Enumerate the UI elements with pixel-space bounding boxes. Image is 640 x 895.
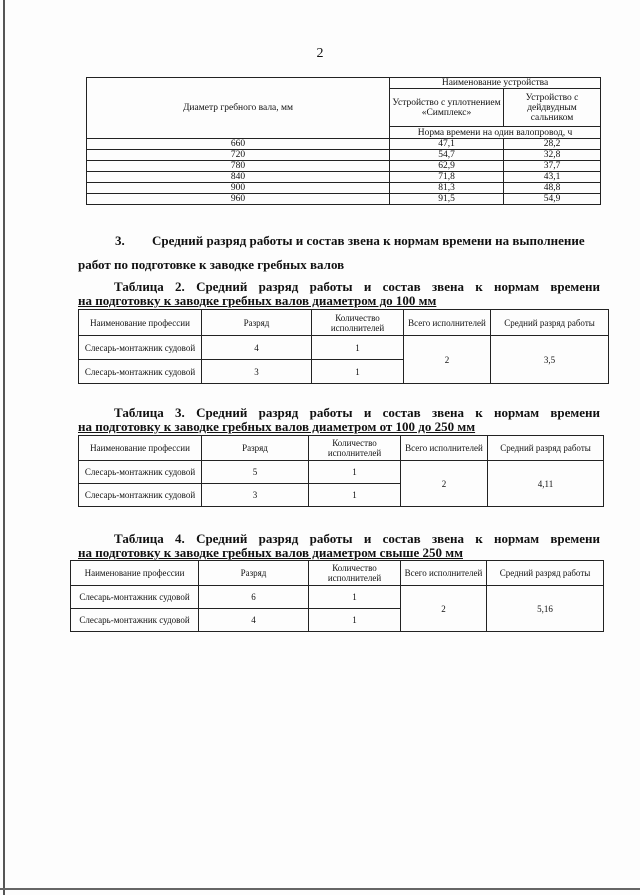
cell-avg: 5,16 (487, 586, 604, 632)
cell-diameter: 960 (87, 194, 390, 205)
cell-simplex: 62,9 (390, 161, 504, 172)
header-diameter: Диаметр гребного вала, мм (87, 78, 390, 139)
header-norm: Норма времени на один валопровод, ч (390, 127, 601, 139)
cell-grade: 3 (202, 484, 309, 507)
header-total: Всего исполнителей (404, 310, 491, 336)
cell-diameter: 900 (87, 183, 390, 194)
cell-avg: 4,11 (488, 461, 604, 507)
cell-count: 1 (312, 360, 404, 384)
cell-gland: 28,2 (504, 139, 601, 150)
cell-gland: 37,7 (504, 161, 601, 172)
table2-caption (78, 280, 600, 308)
table3-caption (78, 406, 600, 434)
header-profession: Наименование профессии (79, 310, 202, 336)
header-device-gland: Устройство с дейдвудным сальником (504, 89, 601, 127)
norms-table (86, 77, 601, 205)
cell-simplex: 71,8 (390, 172, 504, 183)
header-device-simplex: Устройство с уплотнением «Симплекс» (390, 89, 504, 127)
header-avg: Средний разряд работы (491, 310, 609, 336)
cell-profession: Слесарь-монтажник судовой (79, 484, 202, 507)
header-grade: Разряд (202, 310, 312, 336)
cell-count: 1 (309, 586, 401, 609)
cell-profession: Слесарь-монтажник судовой (79, 336, 202, 360)
cell-diameter: 840 (87, 172, 390, 183)
cell-diameter: 780 (87, 161, 390, 172)
header-count: Количество исполнителей (309, 561, 401, 586)
cell-simplex: 47,1 (390, 139, 504, 150)
table3 (78, 435, 604, 507)
cell-grade: 4 (202, 336, 312, 360)
table2-caption-line2: на подготовку к заводке гребных валов диаметром до 100 мм (78, 293, 437, 308)
table2-caption-line1: Таблица 2. Средний разряд работы и состав звена к нормам времени (114, 279, 600, 294)
cell-profession: Слесарь-монтажник судовой (79, 461, 202, 484)
table4 (70, 560, 604, 632)
cell-total: 2 (404, 336, 491, 384)
cell-profession: Слесарь-монтажник судовой (71, 609, 199, 632)
cell-grade: 6 (199, 586, 309, 609)
header-total: Всего исполнителей (401, 436, 488, 461)
cell-gland: 43,1 (504, 172, 601, 183)
header-avg: Средний разряд работы (488, 436, 604, 461)
cell-profession: Слесарь-монтажник судовой (79, 360, 202, 384)
cell-count: 1 (312, 336, 404, 360)
header-device-group: Наименование устройства (390, 78, 601, 89)
header-total: Всего исполнителей (401, 561, 487, 586)
table3-caption-line1: Таблица 3. Средний разряд работы и состав звена к нормам времени (114, 405, 600, 420)
cell-avg: 3,5 (491, 336, 609, 384)
cell-diameter: 660 (87, 139, 390, 150)
cell-grade: 3 (202, 360, 312, 384)
page-number: 2 (316, 46, 324, 61)
header-profession: Наименование профессии (79, 436, 202, 461)
cell-profession: Слесарь-монтажник судовой (71, 586, 199, 609)
header-count: Количество исполнителей (312, 310, 404, 336)
table4-caption-line2: на подготовку к заводке гребных валов диаметром свыше 250 мм (78, 545, 463, 560)
table3-caption-line2: на подготовку к заводке гребных валов диаметром от 100 до 250 мм (78, 419, 476, 434)
table4-caption-line1: Таблица 4. Средний разряд работы и состав звена к нормам времени (114, 531, 600, 546)
section-title-line2: работ по подготовке к заводке гребных валов (78, 257, 345, 272)
cell-total: 2 (401, 586, 487, 632)
scan-edge-bottom (0, 888, 640, 890)
header-avg: Средний разряд работы (487, 561, 604, 586)
header-grade: Разряд (199, 561, 309, 586)
table2 (78, 309, 609, 384)
scan-edge-left (3, 0, 5, 895)
cell-grade: 4 (199, 609, 309, 632)
header-count: Количество исполнителей (309, 436, 401, 461)
cell-grade: 5 (202, 461, 309, 484)
cell-count: 1 (309, 484, 401, 507)
cell-gland: 54,9 (504, 194, 601, 205)
header-profession: Наименование профессии (71, 561, 199, 586)
cell-diameter: 720 (87, 150, 390, 161)
section-title-line1: Средний разряд работы и состав звена к нормам времени на выполнение (152, 233, 585, 248)
cell-gland: 32,8 (504, 150, 601, 161)
cell-gland: 48,8 (504, 183, 601, 194)
cell-simplex: 91,5 (390, 194, 504, 205)
cell-count: 1 (309, 609, 401, 632)
cell-total: 2 (401, 461, 488, 507)
section-number: 3. (115, 233, 125, 248)
cell-simplex: 81,3 (390, 183, 504, 194)
table4-caption (78, 532, 600, 560)
cell-simplex: 54,7 (390, 150, 504, 161)
cell-count: 1 (309, 461, 401, 484)
header-grade: Разряд (202, 436, 309, 461)
